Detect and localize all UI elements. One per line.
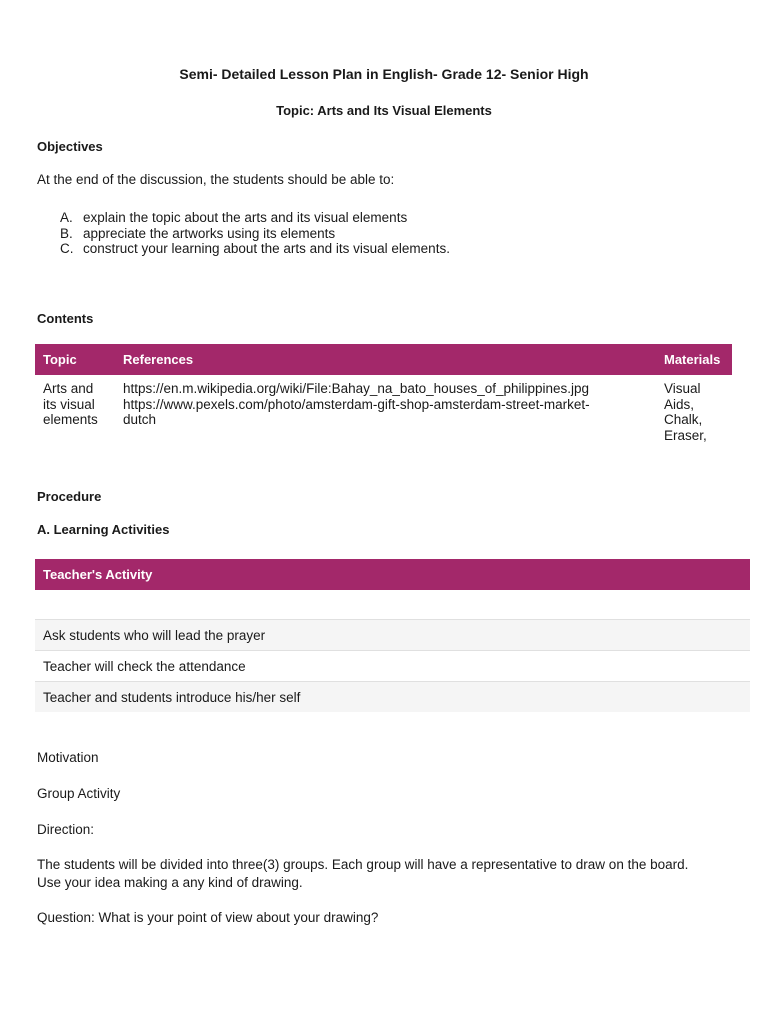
- table-row: [35, 375, 732, 449]
- procedure-heading: Procedure: [37, 489, 102, 504]
- objective-letter: A.: [60, 210, 73, 225]
- group-activity-label: Group Activity: [37, 786, 121, 801]
- teacher-activity-header-row: [35, 559, 750, 590]
- contents-table: [35, 344, 732, 449]
- objective-text: construct your learning about the arts and its visual elements.: [83, 241, 450, 256]
- column-header-references: References: [115, 344, 656, 375]
- question-text: Question: What is your point of view about your drawing?: [37, 910, 379, 925]
- document-title: Semi- Detailed Lesson Plan in English- Grade 12- Senior High: [179, 66, 589, 82]
- contents-heading: Contents: [37, 311, 94, 326]
- table-row: [35, 620, 750, 651]
- cell-line: elements: [43, 412, 98, 427]
- objective-item: [60, 241, 450, 257]
- motivation-label: Motivation: [37, 750, 99, 765]
- objective-letter: B.: [60, 225, 73, 241]
- learning-activities-heading: A. Learning Activities: [37, 522, 170, 537]
- activity-cell: Teacher and students introduce his/her self: [35, 682, 750, 713]
- cell-line: Arts and: [43, 381, 94, 396]
- column-header-materials: Materials: [656, 344, 732, 375]
- cell-line: Aids,: [664, 396, 695, 412]
- objectives-list: [60, 210, 450, 257]
- activity-cell: Teacher will check the attendance: [35, 651, 750, 682]
- activity-cell: Ask students who will lead the prayer: [35, 620, 750, 651]
- table-row: [35, 651, 750, 682]
- topic-cell: [35, 375, 115, 449]
- objectives-heading: Objectives: [37, 139, 103, 154]
- objective-item: [60, 226, 450, 242]
- objective-letter: C.: [60, 241, 74, 256]
- column-header-topic: Topic: [35, 344, 115, 375]
- objective-text: appreciate the artworks using its elements: [83, 225, 336, 241]
- direction-text-line-1: The students will be divided into three(3) groups. Each group will have a representative to draw on the board.: [37, 857, 689, 872]
- direction-label: Direction:: [37, 822, 95, 837]
- reference-link[interactable]: https://en.m.wikipedia.org/wiki/File:Bahay_na_bato_houses_of_philippines.jpg: [123, 381, 590, 396]
- objectives-intro: At the end of the discussion, the students should be able to:: [37, 172, 395, 187]
- spacer-row: [35, 590, 750, 620]
- references-cell: [115, 375, 656, 449]
- cell-line: dutch: [123, 412, 157, 427]
- materials-cell: [656, 375, 732, 449]
- topic-line: Topic: Arts and Its Visual Elements: [276, 103, 492, 118]
- cell-line: Chalk,: [664, 412, 703, 427]
- objective-text: explain the topic about the arts and its visual elements: [83, 210, 408, 225]
- contents-header-row: [35, 344, 732, 375]
- reference-link[interactable]: https://www.pexels.com/photo/amsterdam-gift-shop-amsterdam-street-market-: [123, 396, 590, 412]
- column-header-teacher-activity: Teacher's Activity: [35, 559, 750, 590]
- table-row: [35, 682, 750, 713]
- direction-text-line-2: Use your idea making a any kind of drawing.: [37, 875, 303, 890]
- teacher-activity-table: [35, 559, 750, 712]
- objective-item: [60, 210, 450, 226]
- cell-line: its visual: [43, 396, 95, 412]
- cell-line: Eraser,: [664, 427, 707, 443]
- cell-line: Visual: [664, 381, 701, 396]
